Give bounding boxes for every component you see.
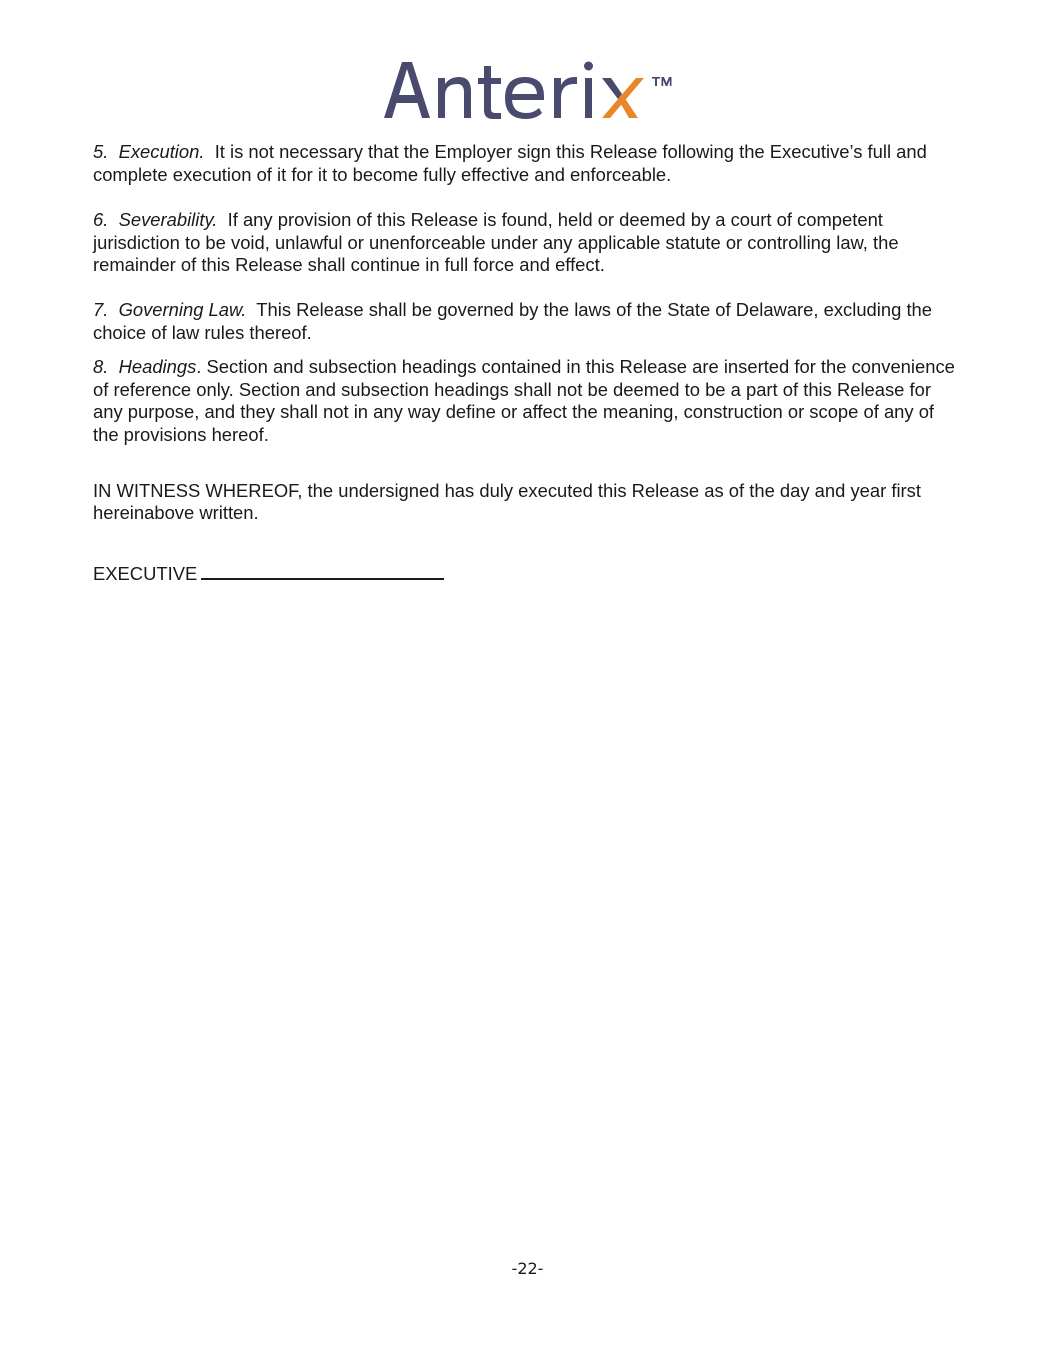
section-heading: Governing Law.	[118, 298, 247, 320]
section-number: 5.	[93, 141, 109, 162]
section-heading: Execution.	[118, 141, 205, 162]
witness-clause: IN WITNESS WHEREOF, the undersigned has duly executed this Release as of the day and year first hereinabove written.	[93, 479, 921, 524]
signature-line	[201, 561, 444, 580]
section-body: It is not necessary that the Employer sign this Release following the Executive’s full and complete execution of it for it to become fully effective and enforceable.	[93, 141, 927, 185]
company-logo	[382, 56, 682, 126]
anterix-logo-image	[382, 56, 682, 126]
section-heading: Severability.	[118, 209, 218, 231]
section-number: 7.	[93, 298, 109, 320]
section-body: If any provision of this Release is found, held or deemed by a court of competent jurisdiction to be void, unlawful or unenforceable under any applicable statute or controlling law, the remainder of this Release shall continue in full force and effect.	[93, 209, 899, 276]
section-execution	[93, 141, 963, 186]
page-number: -22-	[511, 1259, 544, 1278]
section-governing-law	[93, 299, 963, 344]
section-heading: Headings	[118, 356, 197, 378]
section-headings	[93, 356, 963, 446]
document-body	[93, 141, 963, 585]
section-number: 8.	[93, 356, 109, 378]
section-body: . Section and subsection headings contained in this Release are inserted for the convenience of reference only. Section and subsection headings shall not be deemed to be a part of this Release for any purpose, and they shall not in any way define or affect the meaning, construction or scope of any of the provisions hereof.	[93, 356, 955, 445]
signature-label: EXECUTIVE	[93, 562, 198, 584]
section-body: This Release shall be governed by the laws of the State of Delaware, excluding the choice of law rules thereof.	[93, 298, 933, 343]
section-severability	[93, 209, 963, 277]
signature-block	[93, 561, 963, 586]
section-number: 6.	[93, 209, 109, 231]
